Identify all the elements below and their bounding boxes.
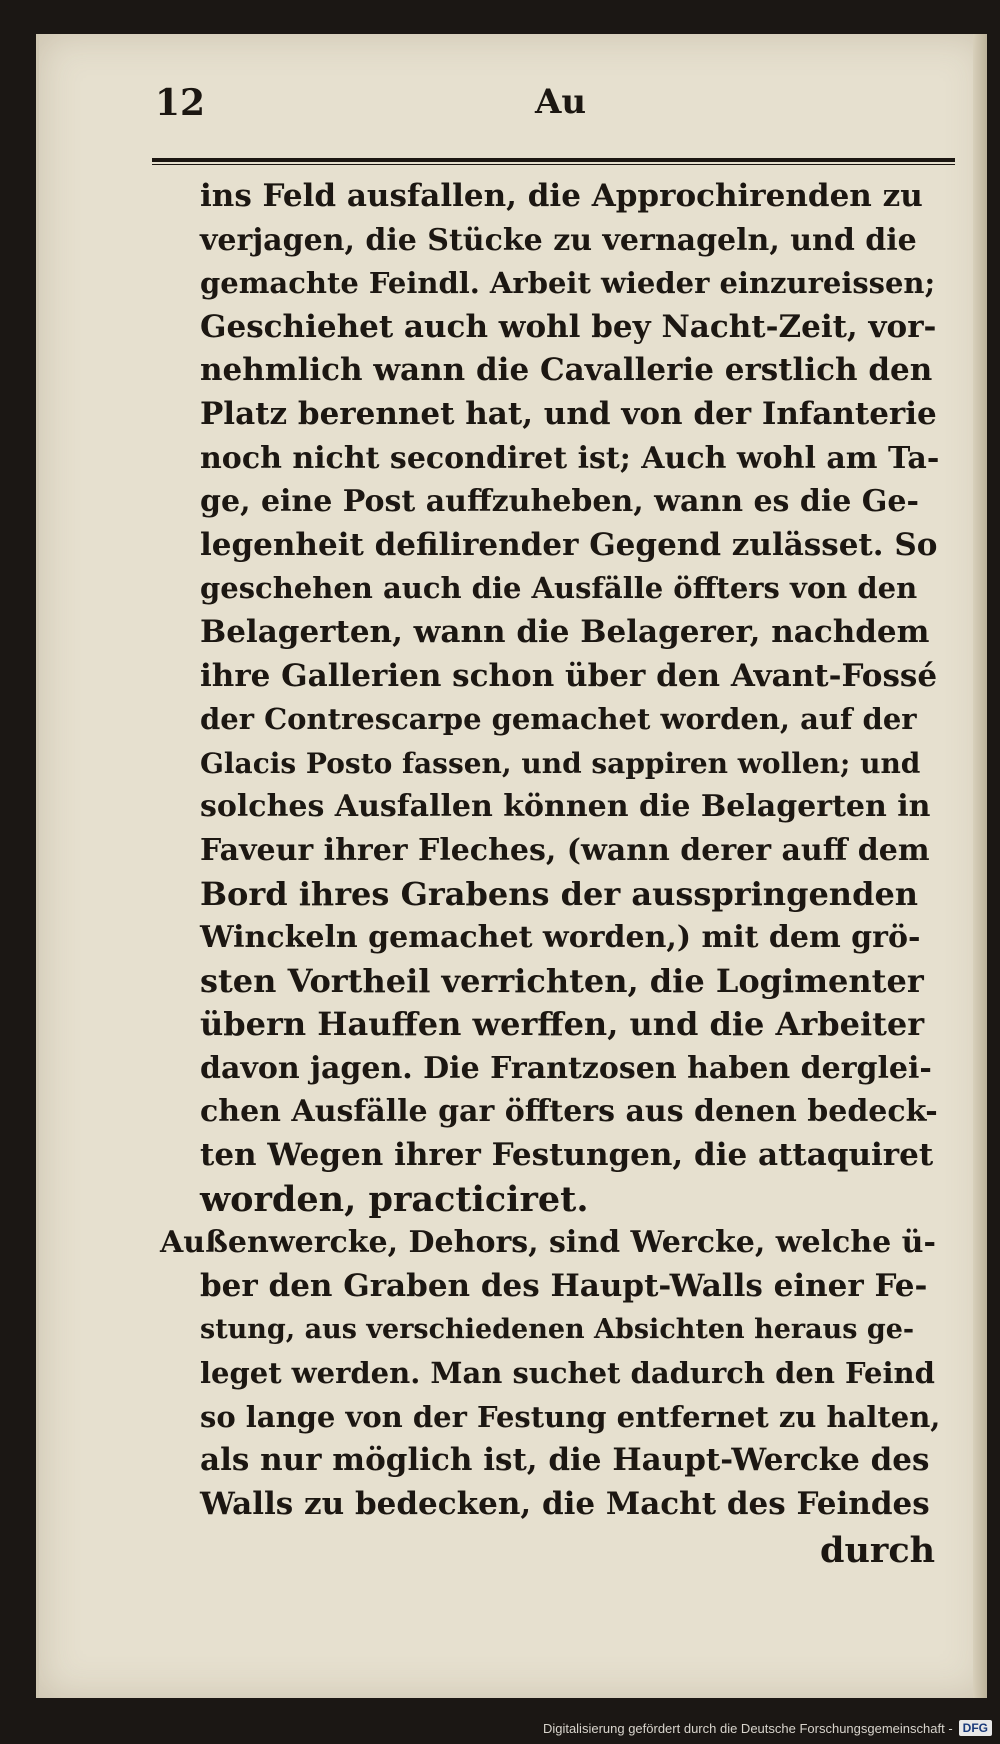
running-head: Au [535,82,587,122]
text-line: Belagerten, wann die Belagerer, nachdem [200,613,930,650]
text-line: legenheit defilirender Gegend zulässet. So [200,526,938,563]
credit-text: Digitalisierung gefördert durch die Deutsche Forschungsgemeinschaft - [542,1720,953,1736]
digitization-credit [543,1716,992,1740]
text-line: chen Ausfälle gar öffters aus denen bedeck- [200,1094,938,1130]
page-gutter [973,34,987,1698]
header-rule-thin [152,164,955,165]
text-line: stung, aus verschiedenen Absichten heraus ge- [200,1314,915,1346]
text-line: leget werden. Man suchet dadurch den Feind [200,1356,935,1391]
text-line: Platz berennet hat, und von der Infanterie [200,395,937,432]
text-line: ins Feld ausfallen, die Approchirenden zu [200,178,923,214]
text-line: ge, eine Post auffzuheben, wann es die Ge- [200,484,919,520]
text-line: davon jagen. Die Frantzosen haben derglei- [200,1050,932,1086]
text-line: als nur möglich ist, die Haupt-Wercke des [200,1442,930,1479]
text-line: nehmlich wann die Cavallerie erstlich den [200,352,933,389]
text-line: verjagen, die Stücke zu vernageln, und die [200,222,917,258]
text-line: worden, practiciret. [200,1178,589,1220]
entry-headword-line: Außenwercke, Dehors, sind Wercke, welche ü- [160,1225,936,1261]
text-line: ihre Gallerien schon über den Avant-Fossé [200,657,938,694]
header-rule [152,158,955,162]
page-header [155,74,915,134]
catchword: durch [820,1530,936,1571]
text-line: noch nicht secondiret ist; Auch wohl am Ta- [200,440,940,476]
text-line: Bord ihres Grabens der ausspringenden [200,874,919,913]
text-line: so lange von der Festung entfernet zu halten, [200,1399,941,1434]
body-text [160,175,941,1526]
dfg-logo-icon: DFG [959,1720,992,1736]
text-line: geschehen auch die Ausfälle öffters von den [200,571,918,606]
text-line: Winckeln gemachet worden,) mit dem grö- [200,920,921,956]
text-line: übern Hauffen werffen, und die Arbeiter [200,1005,925,1044]
page-number: 12 [155,82,206,124]
text-line: Walls zu bedecken, die Macht des Feindes [200,1485,930,1522]
text-line: der Contrescarpe gemachet worden, auf der [200,702,917,737]
text-line: Faveur ihrer Fleches, (wann derer auff dem [200,832,930,868]
text-line: ten Wegen ihrer Festungen, die attaquiret [200,1137,934,1174]
text-line: solches Ausfallen können die Belagerten in [200,789,931,825]
text-line: ber den Graben des Haupt-Walls einer Fe- [200,1267,928,1304]
text-line: Geschiehet auch wohl bey Nacht-Zeit, vor- [200,308,937,345]
text-line: Glacis Posto fassen, und sappiren wollen; und [200,746,921,780]
text-line: sten Vortheil verrichten, die Logimenter [200,961,924,1000]
text-line: gemachte Feindl. Arbeit wieder einzureissen; [200,266,936,301]
